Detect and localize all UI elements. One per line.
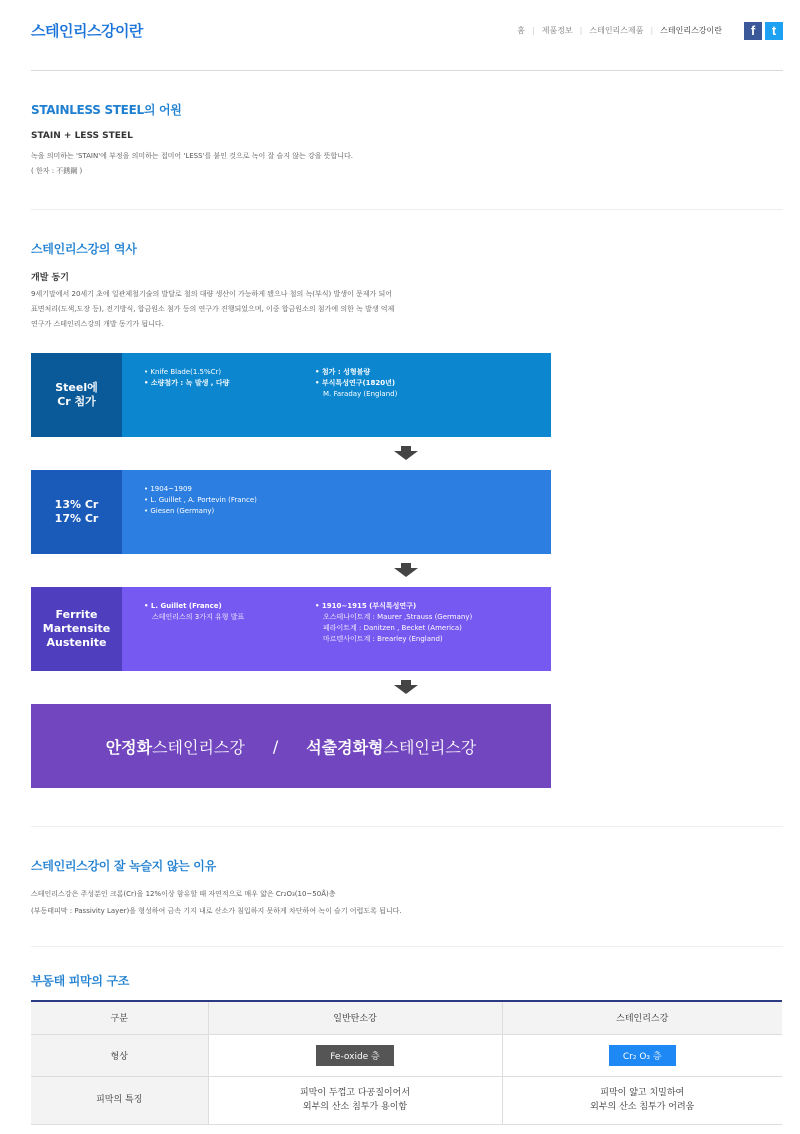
row-header: 피막의 특징 [31, 1076, 208, 1124]
fe-oxide-layer-chip: Fe-oxide 층 [316, 1045, 394, 1066]
page-header [0, 0, 800, 71]
history-band-13-17-cr [31, 470, 551, 554]
breadcrumb-stainless-products[interactable]: 스테인리스제품 [589, 26, 644, 35]
reason-text-line: (부동태피막 : Passivity Layer)을 형성하여 금속 기지 내로 산소가 침입하지 못하게 차단하여 녹이 슬기 어렵도록 됩니다. [31, 907, 402, 915]
etymology-hanja: ( 한자 : 不銹鋼 ) [31, 167, 83, 175]
band-item: • L. Guillet , A. Portevin (France) [144, 496, 257, 504]
band-body [122, 587, 551, 671]
cr2o3-layer-chip: Cr₂ O₃ 층 [609, 1045, 676, 1066]
column-header: 스테인리스강 [502, 1001, 782, 1034]
table-header-row [31, 1001, 782, 1034]
band-item: • Giesen (Germany) [144, 507, 215, 515]
history-band-three-types [31, 587, 551, 671]
band-item: 페라이트계 : Danitzen , Becket (America) [323, 624, 462, 632]
result-precipitation-rest: 스테인리스강 [383, 737, 477, 757]
band-label: Steel에 Cr 첨가 [31, 353, 122, 437]
band-item: • 1910~1915 (부식특성연구) [315, 602, 417, 610]
breadcrumb-home[interactable]: 홈 [517, 26, 526, 35]
history-text-line: 표면처리(도색,도장 등), 전기방식, 합금원소 첨가 등의 연구가 진행되었으며, 이중 합금원소의 첨가에 의한 녹 발생 억제 [31, 305, 395, 313]
twitter-icon[interactable]: t [765, 22, 783, 40]
band-body [122, 470, 551, 554]
band-item: 마르텐사이트계 : Brearley (England) [323, 635, 443, 643]
band-item: • 첨가 : 성형불량 [315, 368, 371, 376]
column-header: 구분 [31, 1001, 208, 1034]
etymology-text: 녹을 의미하는 'STAIN'에 부정을 의미하는 접미어 'LESS'를 붙인 것으로 녹이 잘 슬지 않는 강을 뜻합니다. [31, 152, 353, 160]
section-divider [31, 946, 783, 947]
history-text-line: 9세기말에서 20세기 초에 일관제철기술의 발달로 철의 대량 생산이 가능하게 됐으나 철의 녹(부식) 발생이 문제가 되어 [31, 290, 393, 298]
band-label: Ferrite Martensite Austenite [31, 587, 122, 671]
band-item: • 소량첨가 : 녹 발생 , 다량 [144, 379, 230, 387]
history-text-line: 연구가 스테인리스강의 개발 동기가 됩니다. [31, 320, 164, 328]
page-title: 스테인리스강이란 [31, 22, 143, 40]
history-subheading: 개발 동기 [31, 273, 69, 283]
column-header: 일반탄소강 [208, 1001, 502, 1034]
passive-heading: 부동태 피막의 구조 [31, 974, 130, 988]
breadcrumb: 홈 | 제품정보 | 스테인리스제품 | 스테인리스강이란 [517, 26, 722, 35]
facebook-icon[interactable]: f [744, 22, 762, 40]
reason-heading: 스테인리스강이 잘 녹슬지 않는 이유 [31, 859, 216, 873]
result-precipitation-bold: 석출경화형 [306, 737, 384, 757]
history-band-cr-addition [31, 353, 551, 437]
breadcrumb-product-info[interactable]: 제품정보 [541, 26, 573, 35]
table-row [31, 1034, 782, 1076]
history-band-result [31, 704, 551, 788]
band-item: 오스테나이트계 : Maurer ,Strauss (Germany) [323, 613, 473, 621]
table-cell: 피막이 두껍고 다공질이어서 외부의 산소 침투가 용이함 [208, 1076, 502, 1124]
etymology-subheading: STAIN + LESS STEEL [31, 131, 133, 141]
result-separator: / [272, 736, 279, 756]
band-item: • 1904~1909 [144, 485, 192, 493]
row-header: 형상 [31, 1034, 208, 1076]
breadcrumb-current[interactable]: 스테인리스강이란 [660, 26, 722, 35]
etymology-heading: STAINLESS STEEL의 어원 [31, 103, 182, 117]
passive-layer-table [31, 1000, 782, 1125]
section-divider [31, 209, 783, 210]
band-item: M. Faraday (England) [323, 390, 398, 398]
table-row [31, 1076, 782, 1124]
band-item: • 부식특성연구(1820년) [315, 379, 396, 387]
result-stabilized-bold: 안정화 [105, 737, 153, 757]
band-body [122, 353, 551, 437]
band-label: 13% Cr 17% Cr [31, 470, 122, 554]
header-divider [31, 70, 783, 71]
band-item: • L. Guillet (France) [144, 602, 222, 610]
section-divider [31, 826, 783, 827]
sns-links [744, 22, 783, 40]
reason-text-line: 스테인리스강은 주성분인 크롬(Cr)을 12%이상 함유할 때 자연적으로 매우 얇은 Cr₂O₃(10~50Å)층 [31, 890, 336, 898]
band-item: 스테인리스의 3가지 유형 발표 [152, 613, 245, 621]
result-stabilized-rest: 스테인리스강 [152, 737, 245, 757]
table-cell: 피막이 얇고 치밀하여 외부의 산소 침투가 어려움 [502, 1076, 782, 1124]
history-heading: 스테인리스강의 역사 [31, 242, 137, 256]
band-item: • Knife Blade(1.5%Cr) [144, 368, 222, 376]
